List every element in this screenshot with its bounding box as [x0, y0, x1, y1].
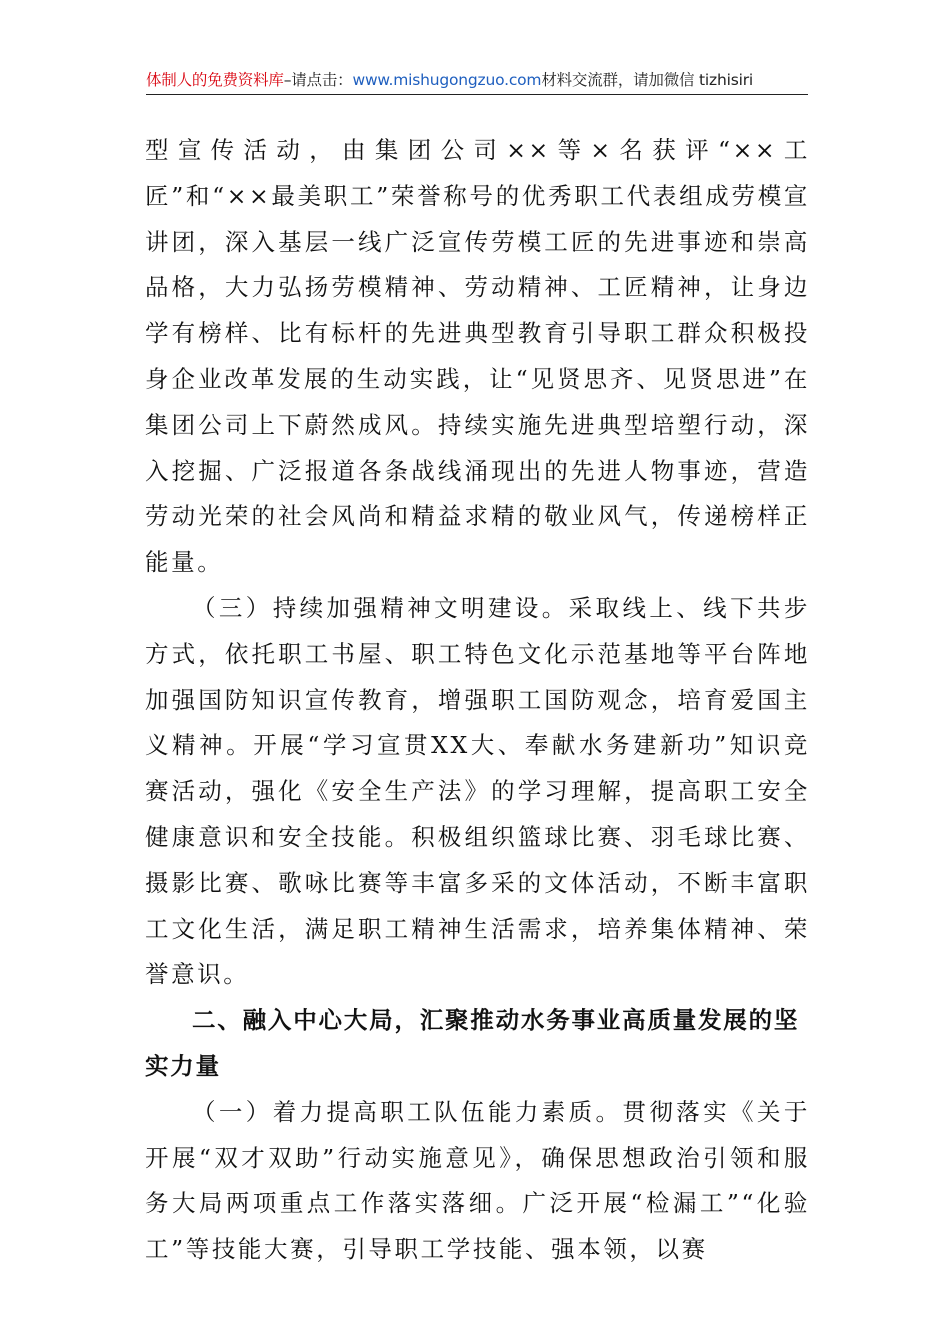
header-website-link[interactable]: www.mishugongzuo.com — [352, 71, 542, 89]
paragraph-section-2-1: （一）着力提高职工队伍能力素质。贯彻落实《关于开展“双才双助”行动实施意见》，确保思想政治引领和服务大局两项重点工作落实落细。广泛开展“检漏工”“化验工”等技能大赛，引导职工学技能、强本领，以赛 — [145, 1097, 810, 1264]
header-site-name: 体制人的免费资料库 — [146, 71, 284, 89]
paragraph-continued: 型宣传活动，由集团公司××等×名获评“××工匠”和“××最美职工”荣誉称号的优秀职工代表组成劳模宣讲团，深入基层一线广泛宣传劳模工匠的先进事迹和崇高品格，大力弘扬劳模精神、劳动精神、工匠精神，让身边学有榜样、比有标杆的先进典型教育引导职工群众积极投身企业改革发展的生动实践，让“见贤思齐、见贤思进”在集团公司上下蔚然成风。持续实施先进典型培塑行动，深入挖掘、广泛报道各条战线涌现出的先进人物事迹，营造劳动光荣的社会风尚和精益求精的敬业风气，传递榜样正能量。 — [145, 136, 810, 577]
header-wechat-note: 材料交流群，请加微信 tizhisiri — [541, 71, 753, 89]
document-body — [145, 128, 810, 1273]
paragraph-section-3: （三）持续加强精神文明建设。采取线上、线下共步方式，依托职工书屋、职工特色文化示范基地等平台阵地加强国防知识宣传教育，增强职工国防观念，培育爱国主义精神。开展“学习宣贯XX大、奉献水务建新功”知识竞赛活动，强化《安全生产法》的学习理解，提高职工安全健康意识和安全技能。积极组织篮球比赛、羽毛球比赛、摄影比赛、歌咏比赛等丰富多采的文体活动，不断丰富职工文化生活，满足职工精神生活需求，培养集体精神、荣誉意识。 — [145, 593, 810, 989]
page-header — [146, 66, 808, 95]
section-heading-2: 二、融入中心大局，汇聚推动水务事业高质量发展的坚实力量 — [145, 1006, 800, 1080]
header-separator: –请点击： — [283, 71, 353, 89]
